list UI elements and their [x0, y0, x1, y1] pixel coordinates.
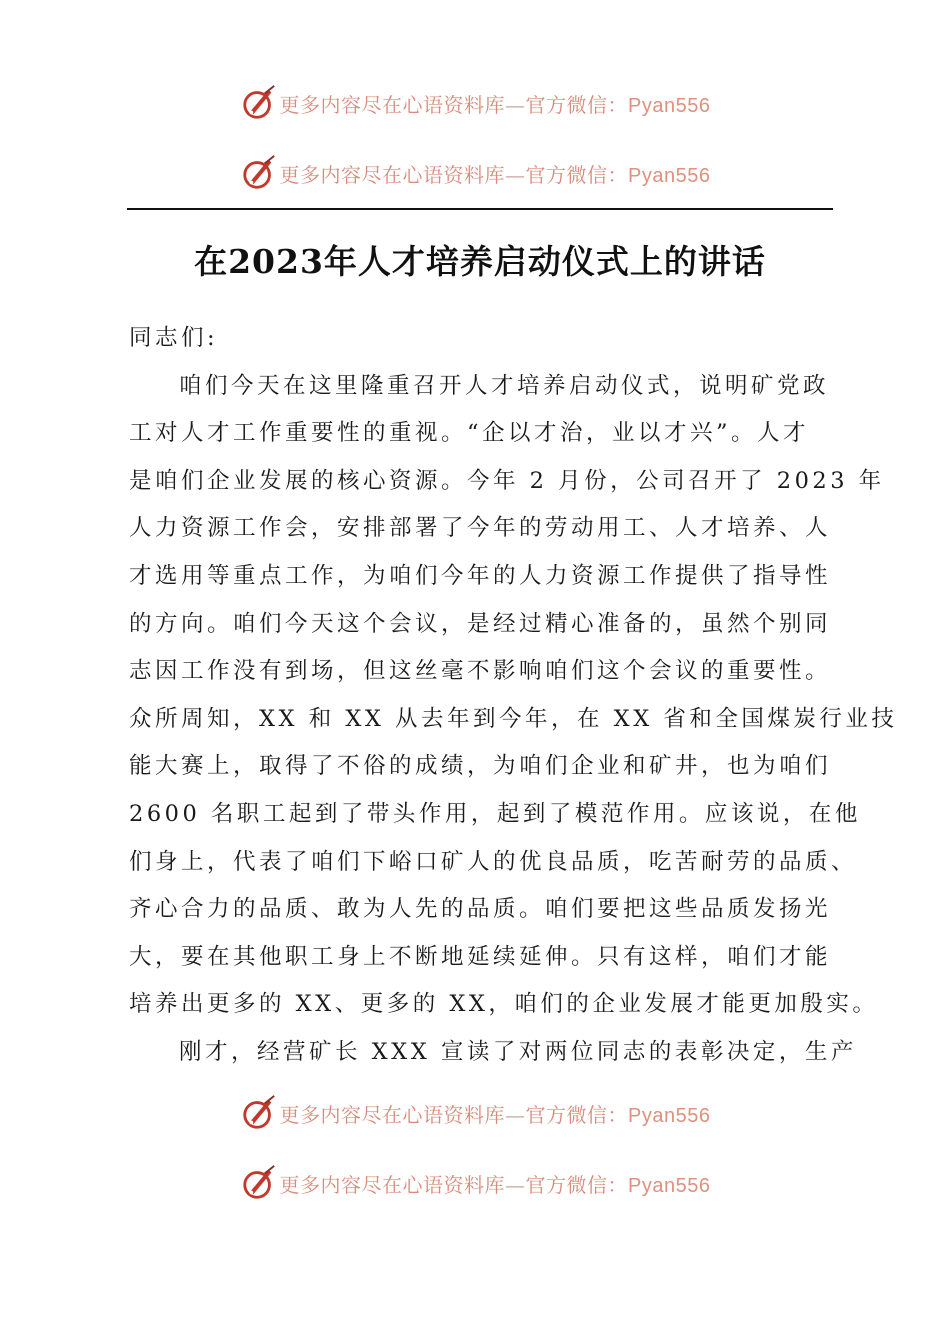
document-title: 在2023年人才培养启动仪式上的讲话	[194, 242, 766, 281]
watermark-text	[280, 89, 711, 118]
text-line: 是咱们企业发展的核心资源。今年 2 月份，公司召开了 2023 年	[129, 467, 885, 494]
text-line: 培养出更多的 XX、更多的 XX，咱们的企业发展才能更加殷实。	[129, 991, 879, 1018]
quill-logo-icon	[240, 1164, 278, 1202]
watermark-label: 更多内容尽在心语资料库	[279, 162, 506, 187]
text-line: 咱们今天在这里隆重召开人才培养启动仪式，说明矿党政	[179, 372, 830, 399]
text-line: 工对人才工作重要性的重视。“企以才治，业以才兴”。人才	[129, 420, 810, 447]
watermark-label: 更多内容尽在心语资料库	[279, 92, 506, 117]
watermark-separator: —	[505, 1172, 526, 1197]
watermark-contact-id: Pyan556	[628, 1104, 711, 1127]
watermark-separator: —	[505, 162, 526, 187]
text-line: 们身上，代表了咱们下峪口矿人的优良品质，吃苦耐劳的品质、	[129, 848, 858, 875]
header-rule	[127, 208, 833, 210]
quill-logo-icon	[240, 84, 278, 122]
text-line: 2600 名职工起到了带头作用，起到了模范作用。应该说，在他	[129, 800, 861, 827]
watermark-contact-id: Pyan556	[628, 94, 711, 117]
paragraph-2	[129, 1029, 857, 1077]
document-body	[129, 315, 898, 1077]
watermark-label: 更多内容尽在心语资料库	[279, 1102, 506, 1127]
watermark-separator: —	[505, 1102, 526, 1127]
watermark-contact-label: 官方微信：	[525, 1172, 629, 1197]
watermark-text	[280, 1099, 711, 1128]
watermark-text	[280, 1169, 711, 1198]
watermark-banner	[0, 1091, 950, 1135]
text-line: 齐心合力的品质、敢为人先的品质。咱们要把这些品质发扬光	[129, 896, 832, 923]
watermark-contact-label: 官方微信：	[525, 162, 629, 187]
watermark-contact-id: Pyan556	[628, 1174, 711, 1197]
watermark-banner	[0, 81, 950, 125]
watermark-contact-label: 官方微信：	[525, 1102, 629, 1127]
paragraph-1	[129, 363, 898, 1029]
text-line: 大，要在其他职工身上不断地延续延伸。只有这样，咱们才能	[129, 943, 832, 970]
text-line: 的方向。咱们今天这个会议，是经过精心准备的，虽然个别同	[129, 610, 832, 637]
text-line: 能大赛上，取得了不俗的成绩，为咱们企业和矿井，也为咱们	[129, 753, 832, 780]
watermark-contact-id: Pyan556	[628, 164, 711, 187]
watermark-text	[280, 159, 711, 188]
quill-logo-icon	[240, 1094, 278, 1132]
quill-logo-icon	[240, 154, 278, 192]
salutation: 同志们:	[129, 325, 219, 351]
watermark-banner	[0, 151, 950, 195]
watermark-banner	[0, 1161, 950, 1205]
text-line: 刚才，经营矿长 XXX 宣读了对两位同志的表彰决定，生产	[179, 1038, 857, 1065]
watermark-label: 更多内容尽在心语资料库	[279, 1172, 506, 1197]
text-line: 才选用等重点工作，为咱们今年的人力资源工作提供了指导性	[129, 562, 832, 589]
text-line: 人力资源工作会，安排部署了今年的劳动用工、人才培养、人	[129, 515, 832, 542]
watermark-contact-label: 官方微信：	[525, 92, 629, 117]
text-line: 志因工作没有到场，但这丝毫不影响咱们这个会议的重要性。	[129, 658, 832, 685]
text-line: 众所周知，XX 和 XX 从去年到今年，在 XX 省和全国煤炭行业技	[129, 705, 898, 732]
watermark-separator: —	[505, 92, 526, 117]
